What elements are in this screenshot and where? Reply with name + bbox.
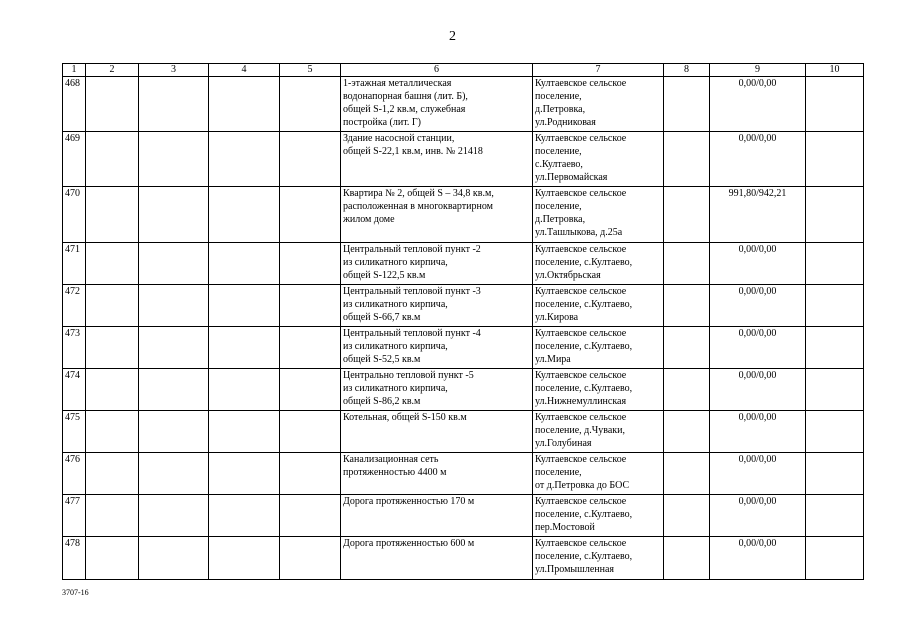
empty-cell xyxy=(664,537,710,580)
row-number-cell: 469 xyxy=(63,132,86,187)
column-header: 7 xyxy=(533,64,664,77)
empty-cell xyxy=(806,187,864,243)
address-line: поселение, с.Култаево, xyxy=(535,509,633,520)
object-name-line: общей S-52,5 кв.м xyxy=(343,354,421,365)
empty-cell xyxy=(86,132,139,187)
object-name-line: общей S-122,5 кв.м xyxy=(343,270,426,281)
object-name-line: Квартира № 2, общей S – 34,8 кв.м, xyxy=(343,188,494,199)
empty-cell xyxy=(664,187,710,243)
address-line: Култаевское сельское xyxy=(535,78,627,89)
empty-cell xyxy=(139,369,209,411)
row-number-cell: 472 xyxy=(63,285,86,327)
empty-cell xyxy=(280,132,341,187)
empty-cell xyxy=(806,453,864,495)
empty-cell xyxy=(139,132,209,187)
empty-cell xyxy=(209,77,280,132)
address-line: Култаевское сельское xyxy=(535,496,627,507)
value-cell: 0,00/0,00 xyxy=(710,285,806,327)
object-name-line: из силикатного кирпича, xyxy=(343,383,448,394)
object-name-line: общей S-66,7 кв.м xyxy=(343,312,421,323)
row-number-cell: 475 xyxy=(63,411,86,453)
address-line: с.Култаево, xyxy=(535,159,583,170)
address-line: пер.Мостовой xyxy=(535,522,595,533)
empty-cell xyxy=(86,453,139,495)
footer-document-code: 3707-16 xyxy=(62,588,89,597)
empty-cell xyxy=(806,285,864,327)
column-header: 1 xyxy=(63,64,86,77)
empty-cell xyxy=(139,453,209,495)
column-number-row xyxy=(63,64,864,77)
object-name-line: Центральный тепловой пункт -2 xyxy=(343,244,481,255)
value-cell: 0,00/0,00 xyxy=(710,495,806,537)
address-line: поселение, с.Култаево, xyxy=(535,299,633,310)
empty-cell xyxy=(209,327,280,369)
column-header: 10 xyxy=(806,64,864,77)
object-name-line: Дорога протяженностью 170 м xyxy=(343,496,475,507)
address-cell xyxy=(533,132,664,187)
object-name-cell xyxy=(341,495,533,537)
empty-cell xyxy=(664,132,710,187)
address-line: ул.Нижнемуллинская xyxy=(535,396,627,407)
object-name-line: протяженностью 4400 м xyxy=(343,467,447,478)
row-number-cell: 478 xyxy=(63,537,86,580)
empty-cell xyxy=(209,453,280,495)
empty-cell xyxy=(280,327,341,369)
address-line: Култаевское сельское xyxy=(535,454,627,465)
empty-cell xyxy=(86,187,139,243)
address-cell xyxy=(533,243,664,285)
object-name-line: Центрально тепловой пункт -5 xyxy=(343,370,474,381)
empty-cell xyxy=(86,77,139,132)
table-row xyxy=(63,187,864,243)
page-number: 2 xyxy=(449,29,456,44)
empty-cell xyxy=(806,369,864,411)
object-name-line: постройка (лит. Г) xyxy=(343,117,421,128)
empty-cell xyxy=(664,453,710,495)
object-name-cell xyxy=(341,187,533,243)
column-header: 6 xyxy=(341,64,533,77)
column-header: 5 xyxy=(280,64,341,77)
empty-cell xyxy=(280,243,341,285)
address-line: поселение, с.Култаево, xyxy=(535,551,633,562)
address-line: Култаевское сельское xyxy=(535,412,627,423)
table-row xyxy=(63,495,864,537)
address-cell xyxy=(533,411,664,453)
address-line: Култаевское сельское xyxy=(535,328,627,339)
object-name-cell xyxy=(341,369,533,411)
address-line: ул.Ташлыкова, д.25а xyxy=(535,227,623,238)
address-line: ул.Родниковая xyxy=(535,117,596,128)
row-number-cell: 471 xyxy=(63,243,86,285)
address-line: Култаевское сельское xyxy=(535,244,627,255)
object-name-line: из силикатного кирпича, xyxy=(343,257,448,268)
empty-cell xyxy=(139,187,209,243)
empty-cell xyxy=(280,187,341,243)
empty-cell xyxy=(209,411,280,453)
address-line: ул.Голубиная xyxy=(535,438,592,449)
object-name-cell xyxy=(341,132,533,187)
property-register-table xyxy=(62,63,864,580)
empty-cell xyxy=(806,327,864,369)
object-name-line: Дорога протяженностью 600 м xyxy=(343,538,475,549)
address-line: ул.Кирова xyxy=(535,312,579,323)
empty-cell xyxy=(86,243,139,285)
empty-cell xyxy=(664,243,710,285)
object-name-line: Котельная, общей S-150 кв.м xyxy=(343,412,467,423)
row-number-cell: 473 xyxy=(63,327,86,369)
table-body xyxy=(63,64,864,580)
object-name-line: Канализационная сеть xyxy=(343,454,439,465)
address-line: ул.Мира xyxy=(535,354,571,365)
empty-cell xyxy=(139,327,209,369)
row-number-cell: 470 xyxy=(63,187,86,243)
object-name-line: общей S-22,1 кв.м, инв. № 21418 xyxy=(343,146,483,157)
empty-cell xyxy=(806,243,864,285)
empty-cell xyxy=(139,411,209,453)
empty-cell xyxy=(806,77,864,132)
object-name-cell xyxy=(341,411,533,453)
value-cell: 0,00/0,00 xyxy=(710,369,806,411)
address-cell xyxy=(533,453,664,495)
object-name-cell xyxy=(341,453,533,495)
column-header: 4 xyxy=(209,64,280,77)
row-number-cell: 468 xyxy=(63,77,86,132)
row-number-cell: 477 xyxy=(63,495,86,537)
empty-cell xyxy=(139,285,209,327)
object-name-cell xyxy=(341,285,533,327)
value-cell: 0,00/0,00 xyxy=(710,243,806,285)
table-row xyxy=(63,411,864,453)
empty-cell xyxy=(280,285,341,327)
empty-cell xyxy=(664,77,710,132)
table-row xyxy=(63,369,864,411)
object-name-line: общей S-86,2 кв.м xyxy=(343,396,421,407)
empty-cell xyxy=(139,495,209,537)
empty-cell xyxy=(86,411,139,453)
object-name-cell xyxy=(341,77,533,132)
empty-cell xyxy=(664,495,710,537)
address-line: поселение, xyxy=(535,467,582,478)
table-row xyxy=(63,453,864,495)
value-cell: 991,80/942,21 xyxy=(710,187,806,243)
address-line: поселение, xyxy=(535,91,582,102)
empty-cell xyxy=(139,77,209,132)
address-line: поселение, с.Култаево, xyxy=(535,257,633,268)
empty-cell xyxy=(664,411,710,453)
object-name-line: Центральный тепловой пункт -3 xyxy=(343,286,481,297)
empty-cell xyxy=(280,369,341,411)
object-name-line: водонапорная башня (лит. Б), xyxy=(343,91,468,102)
empty-cell xyxy=(86,495,139,537)
object-name-line: Центральный тепловой пункт -4 xyxy=(343,328,481,339)
address-line: Култаевское сельское xyxy=(535,370,627,381)
empty-cell xyxy=(209,495,280,537)
value-cell: 0,00/0,00 xyxy=(710,132,806,187)
empty-cell xyxy=(806,537,864,580)
empty-cell xyxy=(280,537,341,580)
address-cell xyxy=(533,537,664,580)
address-line: Култаевское сельское xyxy=(535,538,627,549)
empty-cell xyxy=(209,243,280,285)
empty-cell xyxy=(86,369,139,411)
object-name-line: из силикатного кирпича, xyxy=(343,299,448,310)
empty-cell xyxy=(806,495,864,537)
empty-cell xyxy=(806,411,864,453)
address-line: д.Петровка, xyxy=(535,214,586,225)
address-line: Култаевское сельское xyxy=(535,286,627,297)
column-header: 2 xyxy=(86,64,139,77)
column-header: 3 xyxy=(139,64,209,77)
column-header: 8 xyxy=(664,64,710,77)
address-line: ул.Первомайская xyxy=(535,172,608,183)
address-line: ул.Октябрьская xyxy=(535,270,601,281)
empty-cell xyxy=(280,453,341,495)
empty-cell xyxy=(86,285,139,327)
value-cell: 0,00/0,00 xyxy=(710,453,806,495)
address-line: от д.Петровка до БОС xyxy=(535,480,630,491)
address-cell xyxy=(533,327,664,369)
address-cell xyxy=(533,285,664,327)
address-cell xyxy=(533,187,664,243)
empty-cell xyxy=(209,537,280,580)
table-row xyxy=(63,537,864,580)
table-row xyxy=(63,327,864,369)
address-line: поселение, с.Култаево, xyxy=(535,383,633,394)
object-name-line: из силикатного кирпича, xyxy=(343,341,448,352)
address-line: Култаевское сельское xyxy=(535,188,627,199)
empty-cell xyxy=(280,495,341,537)
value-cell: 0,00/0,00 xyxy=(710,537,806,580)
object-name-cell xyxy=(341,537,533,580)
object-name-line: Здание насосной станции, xyxy=(343,133,455,144)
empty-cell xyxy=(664,285,710,327)
empty-cell xyxy=(139,243,209,285)
column-header: 9 xyxy=(710,64,806,77)
address-line: Култаевское сельское xyxy=(535,133,627,144)
empty-cell xyxy=(209,369,280,411)
address-line: ул.Промышленная xyxy=(535,564,614,575)
value-cell: 0,00/0,00 xyxy=(710,77,806,132)
value-cell: 0,00/0,00 xyxy=(710,411,806,453)
empty-cell xyxy=(86,327,139,369)
empty-cell xyxy=(280,77,341,132)
object-name-cell xyxy=(341,327,533,369)
empty-cell xyxy=(139,537,209,580)
table-row xyxy=(63,243,864,285)
address-line: поселение, xyxy=(535,146,582,157)
empty-cell xyxy=(86,537,139,580)
object-name-line: 1-этажная металлическая xyxy=(343,78,452,89)
row-number-cell: 476 xyxy=(63,453,86,495)
object-name-line: жилом доме xyxy=(343,214,395,225)
empty-cell xyxy=(664,369,710,411)
row-number-cell: 474 xyxy=(63,369,86,411)
empty-cell xyxy=(806,132,864,187)
address-line: поселение, д.Чуваки, xyxy=(535,425,625,436)
object-name-line: общей S-1,2 кв.м, служебная xyxy=(343,104,466,115)
address-cell xyxy=(533,369,664,411)
empty-cell xyxy=(664,327,710,369)
empty-cell xyxy=(209,132,280,187)
address-line: поселение, с.Култаево, xyxy=(535,341,633,352)
address-cell xyxy=(533,77,664,132)
address-line: д.Петровка, xyxy=(535,104,586,115)
object-name-line: расположенная в многоквартирном xyxy=(343,201,494,212)
empty-cell xyxy=(209,187,280,243)
object-name-cell xyxy=(341,243,533,285)
table-row xyxy=(63,285,864,327)
empty-cell xyxy=(209,285,280,327)
empty-cell xyxy=(280,411,341,453)
table-row xyxy=(63,77,864,132)
table-row xyxy=(63,132,864,187)
value-cell: 0,00/0,00 xyxy=(710,327,806,369)
address-cell xyxy=(533,495,664,537)
address-line: поселение, xyxy=(535,201,582,212)
